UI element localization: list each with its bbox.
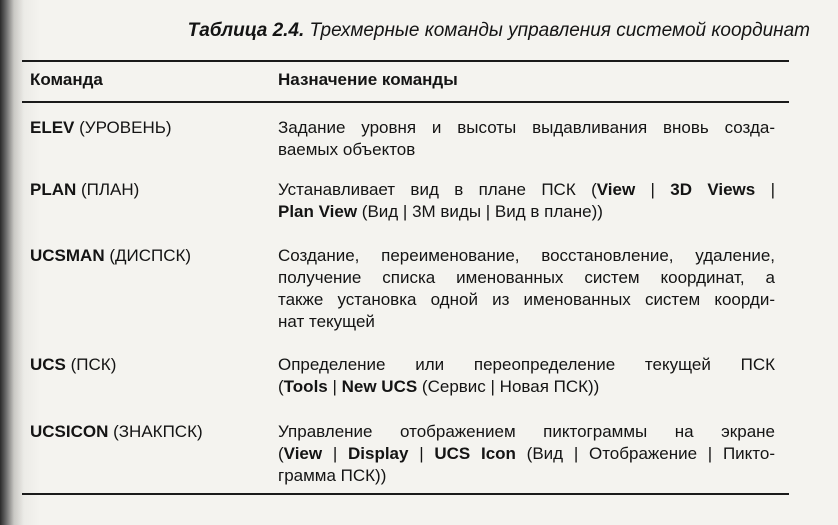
purpose-line <box>278 443 775 465</box>
command-name: PLAN <box>30 180 77 199</box>
command-localized: (ПСК) <box>65 355 117 374</box>
menu-path-item: Display <box>348 444 409 463</box>
table-header-rule <box>22 101 789 103</box>
purpose-text: Устанавливает вид в плане ПСК ( <box>278 180 597 199</box>
menu-path-item: View <box>283 444 323 463</box>
purpose-cell <box>278 179 775 223</box>
command-name: UCSICON <box>30 422 109 441</box>
purpose-line <box>278 376 775 398</box>
purpose-line: ваемых объектов <box>278 140 416 159</box>
purpose-cell <box>278 354 775 398</box>
menu-path-item: 3D Views <box>670 180 756 199</box>
table-number: Таблица 2.4. <box>187 20 305 41</box>
command-cell <box>30 354 116 376</box>
purpose-text: (Сервис | Новая ПСК)) <box>417 377 600 396</box>
menu-path-item: UCS Icon <box>434 444 516 463</box>
command-localized: (УРОВЕНЬ) <box>74 118 172 137</box>
command-name: UCSMAN <box>30 246 105 265</box>
purpose-line <box>278 179 775 201</box>
table-caption <box>150 20 810 42</box>
purpose-cell <box>278 421 775 487</box>
purpose-line: также установка одной из именованных систем коорди- <box>278 290 775 309</box>
menu-path-item: Tools <box>283 377 328 396</box>
menu-separator: | <box>322 444 348 463</box>
header-command: Команда <box>30 70 103 89</box>
purpose-line: получение списка именованных систем координат, а <box>278 268 775 287</box>
command-cell <box>30 245 191 267</box>
purpose-line: Определение или переопределение текущей ПСК <box>278 355 775 374</box>
command-name: ELEV <box>30 118 75 137</box>
purpose-text: ( <box>278 377 284 396</box>
command-name: UCS <box>30 355 66 374</box>
table-title: Трехмерные команды управления системой координат <box>309 20 810 41</box>
purpose-line: нат текущей <box>278 312 375 331</box>
purpose-text: ( <box>278 444 284 463</box>
purpose-cell <box>278 117 775 161</box>
purpose-line: Задание уровня и высоты выдавливания вновь созда- <box>278 118 775 137</box>
table-top-rule <box>22 60 789 62</box>
command-localized: (ДИСПСК) <box>104 246 192 265</box>
command-localized: (ЗНАКПСК) <box>108 422 203 441</box>
menu-path-item: Plan View <box>278 202 358 221</box>
menu-separator: | <box>635 180 671 199</box>
purpose-line: Создание, переименование, восстановление, удаление, <box>278 246 775 265</box>
command-cell <box>30 179 139 201</box>
menu-path-item: View <box>596 180 636 199</box>
table-bottom-rule <box>22 493 789 495</box>
purpose-text: (Вид | 3М виды | Вид в плане)) <box>357 202 603 221</box>
purpose-line: Управление отображением пиктограммы на экране <box>278 422 775 441</box>
menu-separator: | <box>408 444 435 463</box>
purpose-line: грамма ПСК)) <box>278 466 387 485</box>
command-localized: (ПЛАН) <box>76 180 140 199</box>
purpose-cell <box>278 245 775 333</box>
menu-separator: | <box>755 180 775 199</box>
command-cell <box>30 421 203 443</box>
menu-path-item: New UCS <box>341 377 418 396</box>
header-purpose: Назначение команды <box>278 70 458 89</box>
purpose-line <box>278 201 775 223</box>
command-cell <box>30 117 172 139</box>
purpose-text: (Вид | Отображение | Пикто- <box>515 444 775 463</box>
menu-separator: | <box>327 377 342 396</box>
